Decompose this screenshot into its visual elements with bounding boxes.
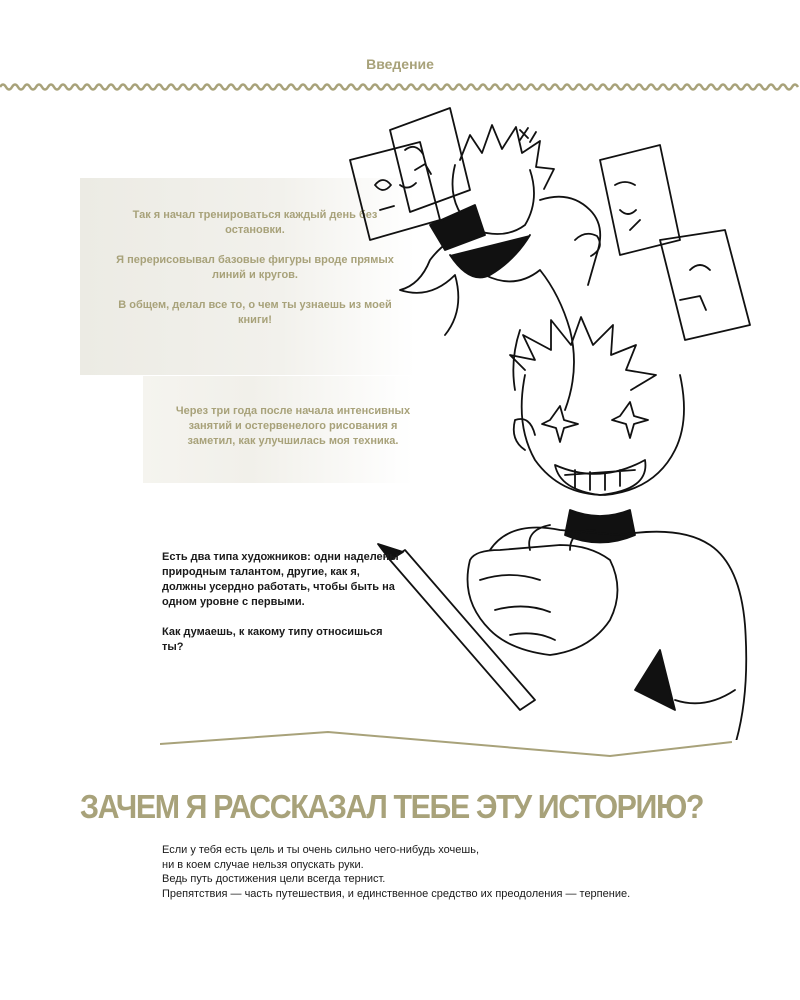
speech-paragraph-1: Есть два типа художников: одни наделены природным талантом, другие, как я, должны усердно работать, чтобы быть на одном уровне с первыми. xyxy=(162,551,399,608)
box2-paragraph-1: Через три года после начала интенсивных занятий и остервенелого рисования я заметил, как улучшилась моя техника. xyxy=(175,405,411,447)
body-line-2: ни в коем случае нельзя опускать руки. xyxy=(162,858,364,871)
box1-paragraph-2: Я перерисовывал базовые фигуры вроде прямых линий и кругов. xyxy=(116,254,394,281)
chapter-title: Введение xyxy=(366,56,434,72)
section-heading: ЗАЧЕМ Я РАССКАЗАЛ ТЕБЕ ЭТУ ИСТОРИЮ? xyxy=(80,788,704,825)
box1-paragraph-3: В общем, делал все то, о чем ты узнаешь из моей книги! xyxy=(118,299,392,326)
section-divider xyxy=(160,724,732,760)
body-line-1: Если у тебя есть цель и ты очень сильно чего-нибудь хочешь, xyxy=(162,844,480,856)
box1-paragraph-1: Так я начал тренироваться каждый день без остановки. xyxy=(132,209,378,236)
body-line-3: Ведь путь достижения цели всегда тернист. xyxy=(162,873,386,885)
section-body xyxy=(162,843,762,901)
speech-paragraph-2: Как думаешь, к какому типу относишься ты? xyxy=(162,626,383,653)
speech-text xyxy=(162,550,402,670)
body-line-4: Препятствия — часть путешествия, и единственное средство их преодоления — терпение. xyxy=(162,887,631,900)
